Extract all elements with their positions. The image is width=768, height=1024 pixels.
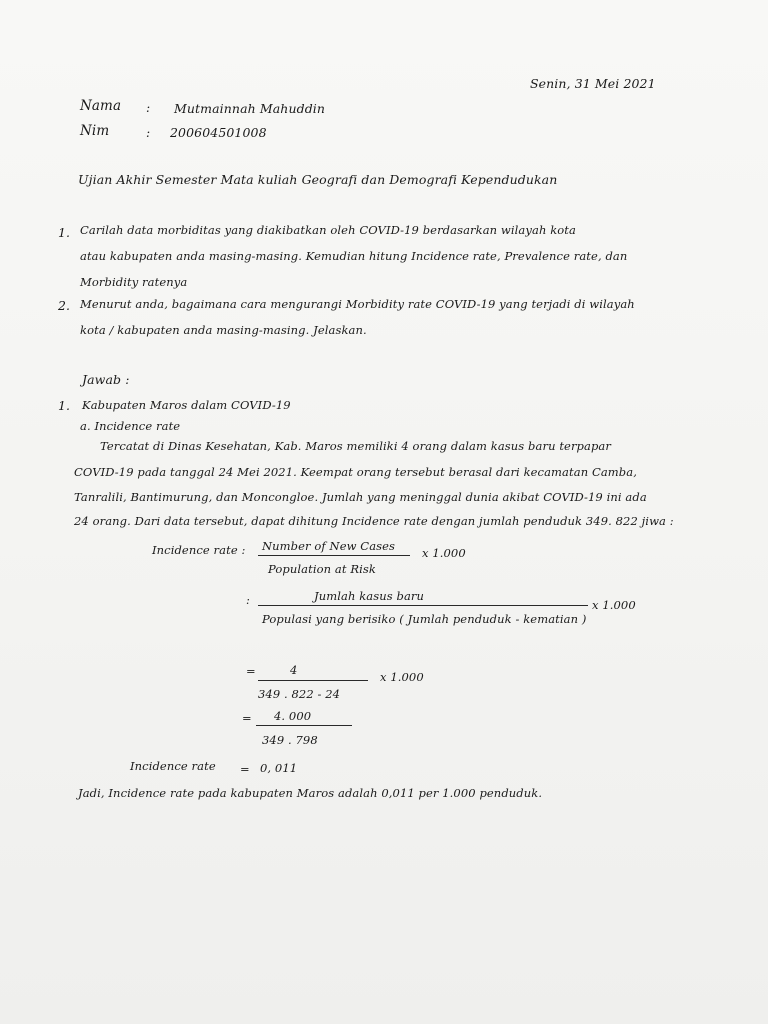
formula-3-equals: = <box>246 664 256 678</box>
formula-3-fraction-bar <box>258 680 368 681</box>
formula-4-equals: = <box>242 711 252 725</box>
paragraph-line-1: Tercatat di Dinas Kesehatan, Kab. Maros memiliki 4 orang dalam kasus baru terpapar <box>100 439 611 453</box>
formula-4-fraction-bar <box>256 725 352 726</box>
question-1-number: 1. <box>58 225 71 240</box>
formula-3-denominator: 349 . 822 - 24 <box>258 687 341 701</box>
date: Senin, 31 Mei 2021 <box>530 76 656 91</box>
question-1-line-3: Morbidity ratenya <box>80 275 188 289</box>
nim-label: Nim <box>80 123 110 139</box>
name-value: Mutmainnah Mahuddin <box>174 101 326 116</box>
formula-1-multiplier: x 1.000 <box>422 546 466 560</box>
formula-3-numerator: 4 <box>290 663 298 677</box>
paragraph-line-4: 24 orang. Dari data tersebut, dapat dihitung Incidence rate dengan jumlah penduduk 349. 822 jiwa : <box>74 514 674 528</box>
question-2-line-2: kota / kabupaten anda masing-masing. Jelaskan. <box>80 323 367 337</box>
answer-1-title: Kabupaten Maros dalam COVID-19 <box>82 398 291 412</box>
result-equals: = <box>240 762 250 776</box>
sub-heading-incidence-rate: a. Incidence rate <box>80 419 181 433</box>
formula-2-equals: : <box>246 593 250 607</box>
name-label: Nama <box>80 98 122 114</box>
nim-separator: : <box>146 125 151 140</box>
question-1-line-1: Carilah data morbiditas yang diakibatkan oleh COVID-19 berdasarkan wilayah kota <box>80 223 576 237</box>
formula-2-denominator: Populasi yang berisiko ( Jumlah penduduk - kematian ) <box>262 612 587 626</box>
result-label: Incidence rate <box>130 759 216 773</box>
formula-label: Incidence rate : <box>152 543 246 557</box>
formula-3-multiplier: x 1.000 <box>380 670 424 684</box>
formula-1-numerator: Number of New Cases <box>262 539 396 553</box>
answer-heading: Jawab : <box>82 372 130 387</box>
formula-4-denominator: 349 . 798 <box>262 733 318 747</box>
formula-1-denominator: Population at Risk <box>268 562 376 576</box>
formula-2-fraction-bar <box>258 605 588 606</box>
formula-1-fraction-bar <box>258 555 410 556</box>
paragraph-line-3: Tanralili, Bantimurung, dan Moncongloe. Jumlah yang meninggal dunia akibat COVID-19 ini ada <box>74 490 647 504</box>
formula-4-numerator: 4. 000 <box>274 709 312 723</box>
question-1-line-2: atau kabupaten anda masing-masing. Kemudian hitung Incidence rate, Prevalence rate, dan <box>80 249 628 263</box>
exam-title: Ujian Akhir Semester Mata kuliah Geografi dan Demografi Kependudukan <box>78 172 558 187</box>
question-2-line-1: Menurut anda, bagaimana cara mengurangi Morbidity rate COVID-19 yang terjadi di wilayah <box>80 297 635 311</box>
nim-value: 200604501008 <box>170 125 267 140</box>
name-separator: : <box>146 100 151 115</box>
formula-2-multiplier: x 1.000 <box>592 598 636 612</box>
answer-1-number: 1. <box>58 398 71 413</box>
question-2-number: 2. <box>58 298 71 313</box>
result-value: 0, 011 <box>260 761 298 775</box>
paragraph-line-2: COVID-19 pada tanggal 24 Mei 2021. Keempat orang tersebut berasal dari kecamatan Camba, <box>74 465 637 479</box>
formula-2-numerator: Jumlah kasus baru <box>314 589 425 603</box>
conclusion: Jadi, Incidence rate pada kabupaten Maros adalah 0,011 per 1.000 penduduk. <box>78 786 543 800</box>
